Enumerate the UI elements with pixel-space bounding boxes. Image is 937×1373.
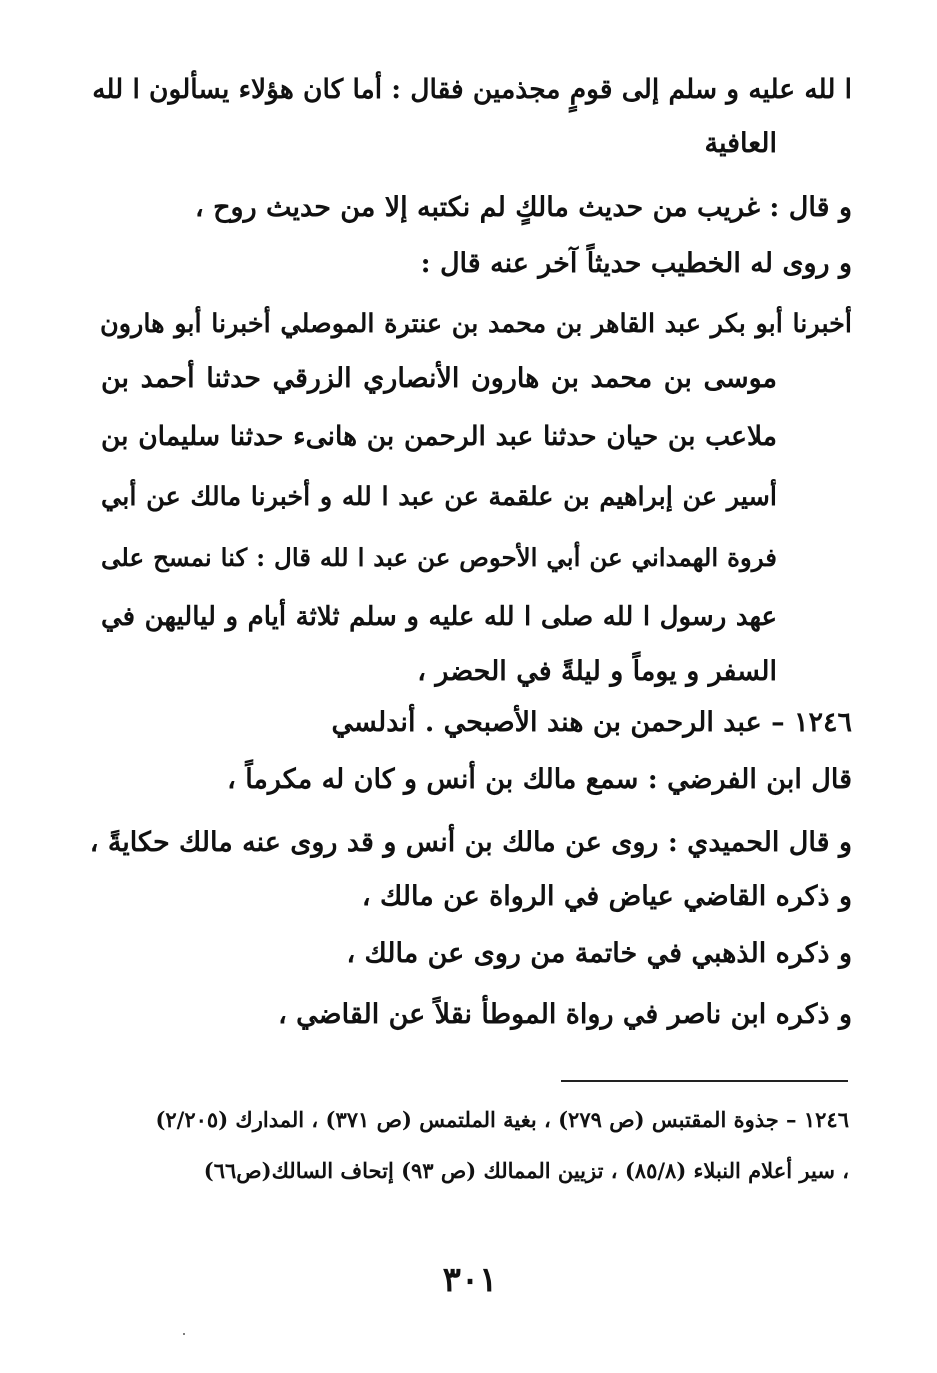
- body-line-16: و ذكره الذهبي في خاتمة من روى عن مالك ،: [346, 938, 852, 969]
- body-line-4: و روى له الخطيب حديثاً آخر عنه قال :: [420, 248, 852, 279]
- page-number: ٣٠١: [442, 1260, 498, 1300]
- body-line-10: عهد رسول ا لله صلى ا لله عليه و سلم ثلاثة أيام و لياليهن في: [101, 602, 777, 632]
- footnote-line-1: ١٢٤٦ – جذوة المقتبس (ص ٢٧٩) ، بغية الملتمس (ص ٣٧١) ، المدارك (٢/٢٠٥): [155, 1107, 849, 1132]
- body-line-1: ا لله عليه و سلم إلى قومٍ مجذمين فقال : أما كان هؤلاء يسألون ا لله: [92, 74, 852, 105]
- entry-heading: ١٢٤٦ – عبد الرحمن بن هند الأصبحي . أندلسي: [331, 707, 852, 738]
- body-line-3: و قال : غريب من حديث مالكٍ لم نكتبه إلا من حديث روح ،: [195, 192, 852, 223]
- body-line-5: أخبرنا أبو بكر عبد القاهر بن محمد بن عنترة الموصلي أخبرنا أبو هارون: [100, 309, 852, 339]
- body-line-13: قال ابن الفرضي : سمع مالك بن أنس و كان له مكرماً ،: [227, 764, 852, 795]
- body-line-15: و ذكره القاضي عياض في الرواة عن مالك ،: [361, 881, 852, 912]
- body-line-9: فروة الهمداني عن أبي الأحوص عن عبد ا لله قال : كنا نمسح على: [101, 543, 777, 572]
- body-line-2: العافية: [704, 128, 777, 159]
- body-line-14: و قال الحميدي : روى عن مالك بن أنس و قد روى عنه مالك حكايةً ،: [89, 827, 852, 858]
- body-line-6: موسى بن محمد بن هارون الأنصاري الزرقي حدثنا أحمد بن: [101, 363, 777, 394]
- body-line-7: ملاعب بن حيان حدثنا عبد الرحمن بن هانىء حدثنا سليمان بن: [101, 421, 777, 452]
- scan-speck: [183, 1333, 185, 1335]
- body-line-17: و ذكره ابن ناصر في رواة الموطأ نقلاً عن القاضي ،: [278, 999, 852, 1030]
- footnote-line-2: ، سير أعلام النبلاء (٨٥/٨) ، تزيين الممالك (ص ٩٣) إتحاف السالك(ص٦٦): [203, 1158, 849, 1183]
- footnote-divider: [561, 1080, 848, 1082]
- body-line-11: السفر و يوماً و ليلةً في الحضر ،: [417, 656, 777, 687]
- body-line-8: أسير عن إبراهيم بن علقمة عن عبد ا لله و أخبرنا مالك عن أبي: [101, 482, 777, 512]
